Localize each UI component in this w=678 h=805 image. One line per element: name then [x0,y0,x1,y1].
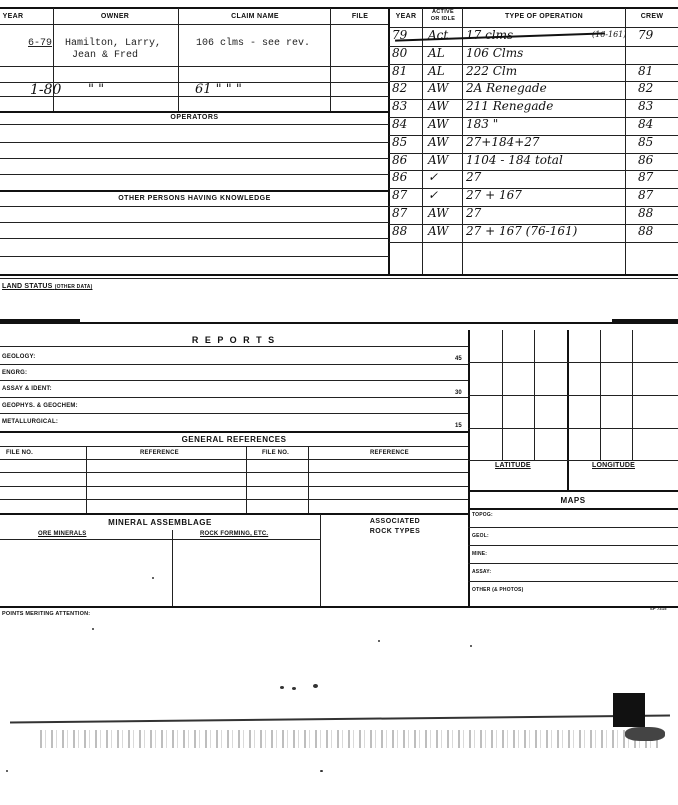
operator-row-line [0,142,389,143]
other-persons-row-line [0,256,389,257]
operation-type: 1104 - 184 total [466,152,563,167]
other-persons-label: OTHER PERSONS HAVING KNOWLEDGE [118,195,271,202]
operation-type: 17 clms [466,28,514,42]
scan-speck [6,770,8,772]
operation-row-line [389,64,678,65]
geophys-line [0,413,468,414]
mineral-col-2 [320,514,321,606]
operation-status: AW [428,223,449,238]
operation-crew: 88 [638,206,654,220]
operation-year: 80 [392,45,408,60]
operation-crew: 85 [638,134,654,149]
operation-crew: 86 [638,152,654,167]
land-status-label [2,283,92,290]
num-45: 45 [455,356,462,362]
other-persons-bottom-line [0,206,389,207]
maps-row [468,545,678,546]
operators-top-line [0,111,389,113]
operators-label: OPERATORS [170,114,219,121]
header-claim-name: CLAIM NAME [231,13,279,20]
ref-col-3 [308,447,309,513]
operation-year: 87 [392,206,408,220]
operation-type: 106 Clms [466,45,524,60]
other-photos-label: OTHER (& PHOTOS) [472,587,524,593]
ore-minerals-label: ORE MINERALS [38,531,87,537]
mineral-header-line [0,539,320,540]
operation-status: AW [428,81,449,96]
operation-row-line [389,117,678,118]
ref-col-2 [246,447,247,513]
operation-crew: 81 [638,63,654,78]
topog-label: TOPOG: [472,512,493,518]
scan-speck [470,645,472,647]
header-active [424,9,462,23]
scan-speck [378,640,380,642]
header-file: FILE [351,13,369,20]
operation-year: 83 [392,99,408,114]
operation-year: 86 [392,152,408,167]
operation-type: 27+184+27 [466,134,540,149]
reports-right-divider [468,330,470,608]
operation-row-line [389,135,678,136]
operation-status: AW [428,134,449,149]
operation-row-line [389,46,678,47]
top-table-bottom-thin [0,278,678,279]
points-meriting-attention-label: POINTS MERITING ATTENTION: [2,611,91,617]
operation-row-line [389,99,678,100]
header-active-line2: OR IDLE [430,16,456,22]
operation-type: 222 Clm [466,63,518,78]
metallurgical-label: METALLURGICAL: [2,419,59,425]
ref-row-line [0,499,468,500]
operation-row-line [389,153,678,154]
num-15: 15 [455,423,462,429]
col-divider-type [625,8,626,275]
maps-row [468,581,678,582]
operation-type: 27 + 167 (76-161) [466,223,578,238]
operation-year: 84 [392,117,408,131]
land-status-text: LAND STATUS [2,283,53,290]
ref-header-line [0,459,468,460]
other-persons-row-line [0,222,389,223]
geol-label: GEOL: [472,533,489,539]
owner-entry-claim: 61 " " " [195,82,242,97]
operation-status: ✓ [428,188,439,203]
ref-bottom-line [0,513,468,515]
ref-file-no-2: FILE NO. [262,450,289,456]
operation-row-line [389,81,678,82]
operation-row-line [389,206,678,207]
operation-crew: 87 [638,170,654,185]
rock-forming-label: ROCK FORMING, ETC. [200,531,269,537]
top-border [0,7,678,9]
scan-noise-band [10,715,670,724]
owner-entry-owner: " " [88,82,105,97]
operation-type: 183 " [466,117,499,131]
operation-status: Act [428,28,449,42]
owner-entry-claim: 106 clms - see rev. [196,38,311,49]
operation-year: 86 [392,170,408,185]
header-year2: YEAR [395,13,417,20]
scan-speck [292,687,296,690]
maps-top-line [468,490,678,492]
operation-year: 79 [392,28,408,42]
reports-top-border [0,322,678,324]
operation-type: 27 [466,170,482,185]
top-table-bottom [0,274,678,276]
owner-entry-year: 6-79 [28,38,53,49]
ref-file-no-1: FILE NO. [6,450,33,456]
operation-crew: 88 [638,223,654,238]
header-type-of-operation: TYPE OF OPERATION [504,13,584,20]
owner-entry-year: 1-80 [30,82,62,98]
general-references-title: GENERAL REFERENCES [181,435,287,444]
geophys-label: GEOPHYS. & GEOCHEM: [2,403,78,409]
scan-speck [313,684,318,688]
engrg-label: ENGRG: [2,370,28,376]
metallurgical-line [0,431,468,433]
rock-types-label: ROCK TYPES [369,528,421,535]
operator-row-line [0,158,389,159]
header-owner: OWNER [100,13,130,20]
mineral-col-1 [172,530,173,606]
operation-crew: 87 [638,188,654,203]
assay-line [0,397,468,398]
ref-col-1 [86,447,87,513]
operation-status: AW [428,206,449,220]
operation-note: (16-161) [592,30,627,39]
grid-row [468,395,678,396]
operator-row-line [0,174,389,175]
reports-top-blot-right [612,319,678,323]
scan-speck [280,686,284,689]
operation-row-line [389,224,678,225]
operation-year: 85 [392,134,408,149]
operation-crew: 79 [638,28,654,42]
engrg-line [0,380,468,381]
operation-type: 27 + 167 [466,188,522,203]
operation-row-line [389,242,678,243]
ref-row-line [0,486,468,487]
operation-crew: 84 [638,117,654,131]
operation-year: 81 [392,63,408,78]
reports-title: R E P O R T S [191,335,277,345]
operators-bottom-line [0,124,389,125]
corner-blot-tail [625,727,665,741]
col-divider-active [462,8,463,275]
owner-entry-owner: Hamilton, Larry, [65,38,162,49]
maps-row [468,527,678,528]
mineral-assemblage-title: MINERAL ASSEMBLAGE [108,518,212,527]
corner-blot [613,693,645,727]
maps-title-line [468,508,678,510]
other-persons-top-line [0,190,389,192]
land-status-sub: (OTHER DATA) [54,284,93,290]
reports-bottom-line [0,606,678,608]
scan-speck [152,577,154,579]
geology-label: GEOLOGY: [2,354,36,360]
ref-row-line [0,472,468,473]
other-persons-row-line [0,238,389,239]
mine-label: MINE: [472,551,488,557]
assay-map-label: ASSAY: [472,569,492,575]
num-30: 30 [455,390,462,396]
operation-year: 87 [392,188,408,203]
grid-row [468,362,678,363]
header-active-line1: ACTIVE [432,9,454,15]
grid-col-mid [567,330,569,490]
reports-top-blot-left [0,319,80,323]
reports-title-line [0,346,468,347]
col-divider-year2 [422,8,423,275]
ref-reference-1: REFERENCE [140,450,179,456]
operation-status: ✓ [428,170,439,185]
maps-title: MAPS [560,496,586,505]
operation-status: AW [428,152,449,167]
form-number: SP 7315 [650,606,667,611]
owner-row-line [0,66,389,67]
owner-entry-owner-line2: Jean & Fred [72,50,139,61]
operation-row-line [389,188,678,189]
header-year: YEAR [2,13,24,20]
operation-year: 88 [392,223,408,238]
grid-row [468,428,678,429]
operation-type: 2A Renegade [466,81,547,96]
operation-status: AL [428,45,445,60]
operation-type: 211 Renegade [466,99,554,114]
maps-row [468,563,678,564]
latitude-label: LATITUDE [495,462,531,469]
operation-row-line [389,170,678,171]
operation-crew: 82 [638,81,654,96]
operation-status: AL [428,63,445,78]
header-crew: CREW [640,13,664,20]
operation-status: AW [428,117,449,131]
operation-crew: 83 [638,99,654,114]
general-references-title-line [0,446,468,447]
assay-label: ASSAY & IDENT: [2,386,52,392]
operation-type: 27 [466,206,482,220]
operation-status: AW [428,99,449,114]
geology-line [0,364,468,365]
scan-speck [92,628,94,630]
ref-reference-2: REFERENCE [370,450,409,456]
scan-speck [320,770,323,772]
associated-label: ASSOCIATED [369,518,421,525]
longitude-label: LONGITUDE [592,462,636,469]
operation-year: 82 [392,81,408,96]
grid-row [468,460,678,461]
scan-noise-smudge [40,730,660,748]
